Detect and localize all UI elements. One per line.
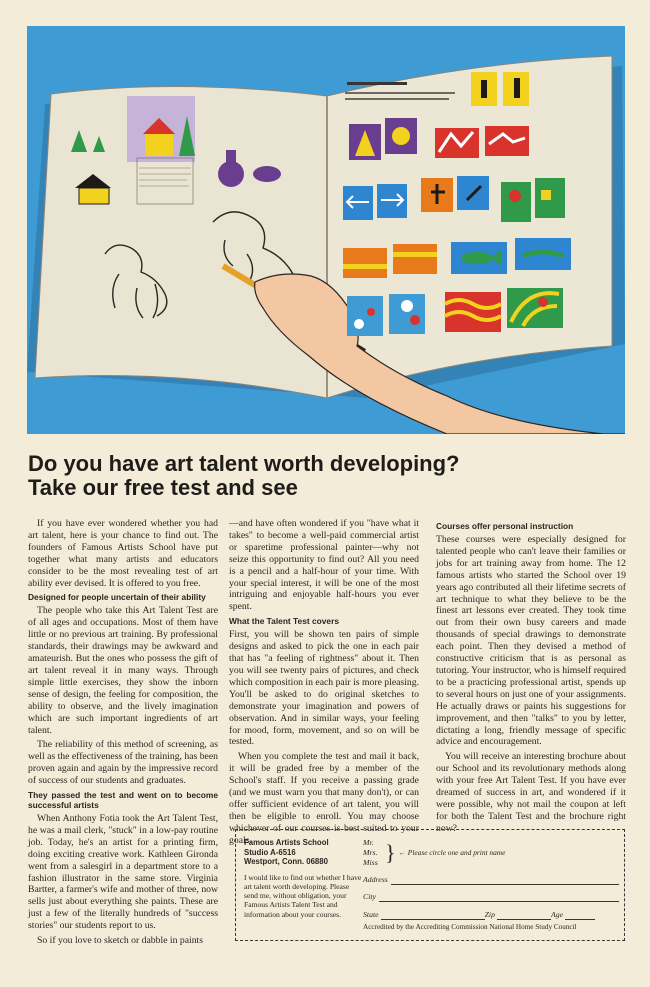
headline-line-2: Take our free test and see xyxy=(28,475,298,500)
salutation-miss[interactable]: Miss xyxy=(363,858,378,867)
body-paragraph: First, you will be shown ten pairs of simple designs and asked to pick the one in each pair that has "a feeling of rightness" about it. Then you will see twenty pairs of pictures, and check which composition in each pair is more pleasing. You'll be asked to do original sketches to demonstrate your imagination and powers of observation. And in similar ways, your feeling for mood, form, movement, and so on will be tested. xyxy=(229,629,419,748)
art-test-illustration xyxy=(27,26,625,434)
section-heading: Courses offer personal instruction xyxy=(436,521,574,531)
coupon-form xyxy=(363,838,619,932)
body-paragraph: The reliability of this method of screening, as well as the effectiveness of the training, has been proven again and again by the impressive record of success of our students and graduates. xyxy=(28,739,219,787)
name-instruction: ← Please circle one and print name xyxy=(398,848,506,857)
zip-line[interactable] xyxy=(497,911,551,920)
brace-glyph: } xyxy=(385,840,396,865)
address-line[interactable] xyxy=(391,876,619,885)
body-column-3 xyxy=(436,518,626,838)
open-book-illustration xyxy=(27,26,625,434)
coupon-request-text: I would like to find out whether I have art talent worth developing. Please send me, without obligation, your Famous Artists Talent Test and information about your courses. xyxy=(244,872,362,919)
salutation-mr[interactable]: Mr. xyxy=(363,838,374,847)
body-paragraph: So if you love to sketch or dabble in paints xyxy=(37,935,204,947)
body-paragraph: If you have ever wondered whether you had art talent, here is your chance to find out. The founders of Famous Artists School have put together what many artists and educators consider to be the most revealing test of art ability ever devised. It is offered to you free. xyxy=(28,518,218,589)
school-name: Famous Artists School xyxy=(244,838,329,847)
address-label: Address xyxy=(363,875,388,884)
section-heading: They passed the test and went on to become successful artists xyxy=(28,790,218,811)
body-paragraph: —and have often wondered if you "have what it takes" to become a well-paid commercial artist or sparetime professional painter—why not seize this opportunity to find out? All you need is a pencil and a half-hour of your time. With your special interest, it will be one of the most intriguing and enjoyable half-hours you ever spent. xyxy=(229,518,419,613)
state-zip-age-row xyxy=(363,910,619,920)
body-paragraph: These courses were especially designed for talented people who can't leave their families or jobs for art training away from home. The 12 famous artists who started the School over 19 years ago contributed all their lifetime secrets of art technique to what they believe to be the finest art lessons ever created. They took time out from their own busy careers and made thousands of special drawings to demonstrate each point. Then they devised a method of constructive criticism that is as personal as tutoring. Your instructor, who is himself required to be a practicing professional artist, spends up to several hours on just one of your assignments. He actually draws or paints his suggestions for improvement, and then "talks" to you by letter, dictating a long, friendly message of specific advice and encouragement. xyxy=(436,534,626,748)
address-field[interactable] xyxy=(363,875,619,885)
state-line[interactable] xyxy=(381,911,485,920)
city-line[interactable] xyxy=(379,893,619,902)
city-label: City xyxy=(363,892,376,901)
body-paragraph: When Anthony Fotia took the Art Talent Test, he was a mail clerk, "stuck" in a low-pay routine job. Today, he's an artist for a printing firm, doing exciting creative work. Kathleen Gironda went from a salesgirl in a department store to a fashion illustrator in the same store. Virginia Bartter, a farmer's wife and mother of three, now sells just about everything she paints. These are just a few of the literally hundreds of "success stories" our students report to us. xyxy=(28,813,218,932)
city-field[interactable] xyxy=(363,892,619,902)
state-label: State xyxy=(363,910,379,919)
body-paragraph: The people who take this Art Talent Test are of all ages and occupations. Most of them have little or no previous art training. By professional standards, their drawings may be awkward and amateurish. But the ones who possess the gift of art talent reveal it in many ways. Through simple little exercises, they show the inborn sense of design, the feeling for composition, the ability to observe, and the lively imagination which are such important ingredients of art talent. xyxy=(28,605,218,736)
headline xyxy=(28,452,628,500)
headline-line-1: Do you have art talent worth developing? xyxy=(28,451,460,476)
salutation-choice[interactable] xyxy=(363,838,619,868)
age-label: Age xyxy=(551,910,564,919)
accreditation-note: Accredited by the Accrediting Commission National Home Study Council xyxy=(363,923,577,931)
studio-number: Studio A-6516 xyxy=(244,847,296,857)
body-column-2 xyxy=(229,518,419,850)
age-line[interactable] xyxy=(565,911,595,920)
salutation-mrs[interactable]: Mrs. xyxy=(363,848,378,857)
body-column-1 xyxy=(28,518,218,950)
zip-label: Zip xyxy=(484,910,495,919)
body-paragraph: You will receive an interesting brochure about our School and its revolutionary methods along with your free Art Talent Test. If you have ever dreamed of success in art, and wondered if it were possible, why not mail the coupon at left for both the Talent Test and the brochure right now? xyxy=(436,751,626,834)
body-paragraph: When you complete the test and mail it back, it will be graded free by a member of the School's staff. If you receive a passing grade (and we must warn you that many don't), or can offer sufficient evidence of art talent, you will then be eligible to enroll. You may choose whichever of our courses is best suited to your goals. xyxy=(229,751,419,846)
school-address: Westport, Conn. 06880 xyxy=(244,857,328,867)
order-coupon xyxy=(235,829,625,941)
coupon-school-info xyxy=(244,838,362,919)
section-heading: What the Talent Test covers xyxy=(229,616,339,627)
section-heading: Designed for people uncertain of their ability xyxy=(28,592,206,603)
